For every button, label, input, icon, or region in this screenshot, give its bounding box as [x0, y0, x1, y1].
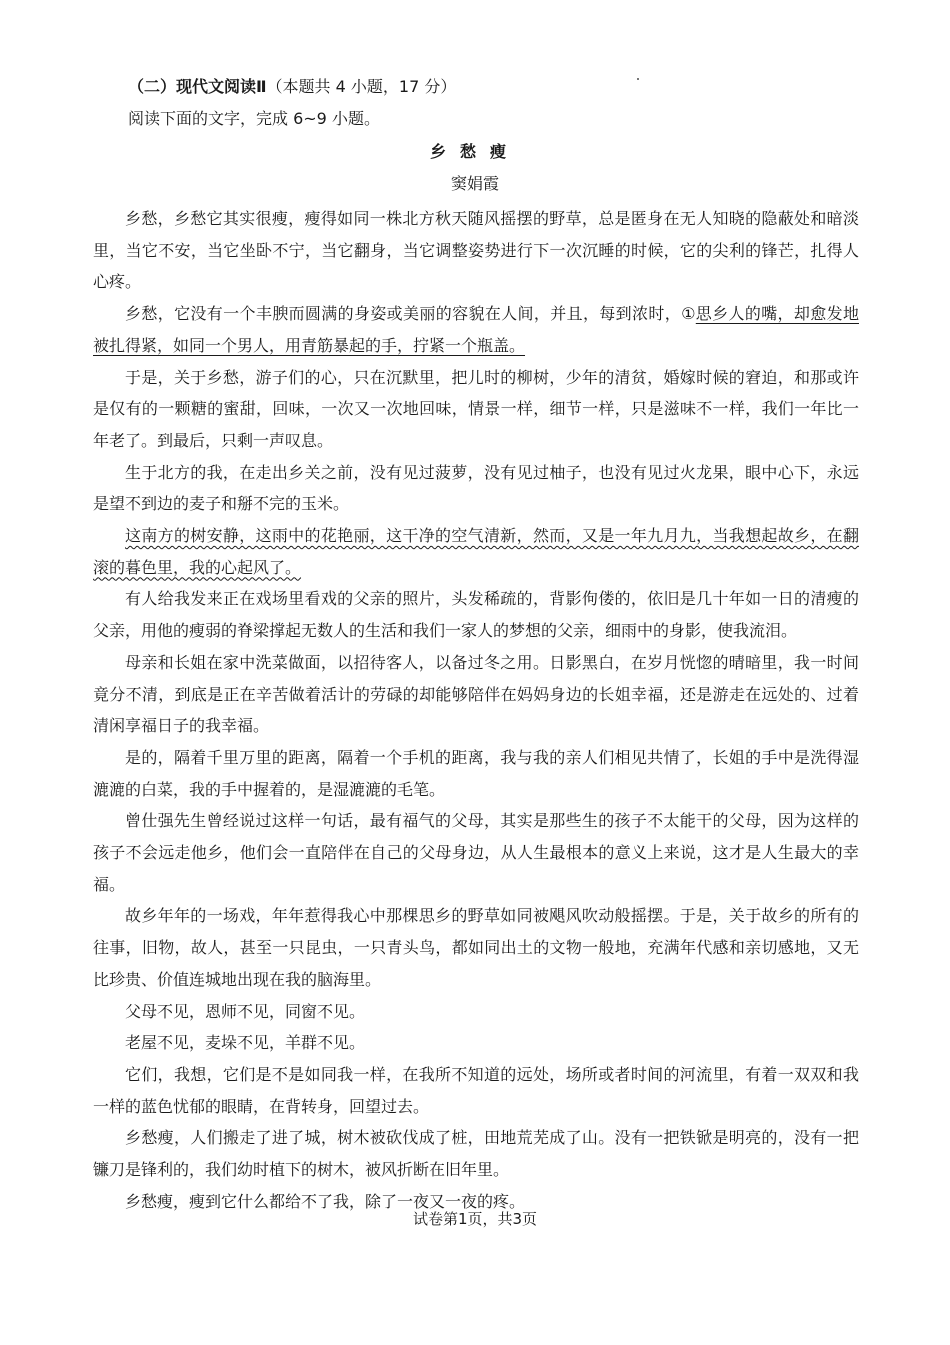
reading-instruction: 阅读下面的文字，完成 6~9 小题。	[128, 109, 380, 128]
paragraph-6: 有人给我发来正在戏场里看戏的父亲的照片，头发稀疏的，背影佝偻的，依旧是几十年如一日的清瘦的父亲，用他的瘦弱的脊梁撑起无数人的生活和我们一家人的梦想的父亲，细雨中的身影，使我流泪。	[93, 589, 859, 641]
paragraph-5	[93, 520, 859, 583]
paragraph-3: 于是，关于乡愁，游子们的心，只在沉默里，把儿时的柳树，少年的清贫，婚嫁时候的窘迫，和那或许是仅有的一颗糖的蜜甜，回味，一次又一次地回味，情景一样，细节一样，只是滋味不一样，我们一年比一年老了。到最后，只剩一声叹息。	[93, 367, 859, 450]
paragraph-14: 乡愁瘦，人们搬走了进了城，树木被砍伐成了桩，田地荒芜成了山。没有一把铁锨是明亮的，没有一把镰刀是锋利的，我们幼时植下的树木，被风折断在旧年里。	[93, 1128, 859, 1180]
article-title: 乡愁瘦	[429, 142, 520, 161]
paragraph-9: 曾仕强先生曾经说过这样一句话，最有福气的父母，其实是那些生的孩子不太能干的父母，因为这样的孩子不会远走他乡，他们会一直陪伴在自己的父母身边，从人生最根本的意义上来说，这才是人生最大的幸福。	[93, 811, 859, 894]
paragraph-2	[93, 298, 859, 361]
paragraph-10: 故乡年年的一场戏，年年惹得我心中那棵思乡的野草如同被飓风吹动般摇摆。于是，关于故乡的所有的往事，旧物，故人，甚至一只昆虫，一只青头鸟，都如同出土的文物一般地，充满年代感和亲切感地，又无比珍贵、价值连城地出现在我的脑海里。	[93, 906, 859, 989]
wavy-underlined-sentence: 这南方的树安静，这雨中的花艳丽，这干净的空气清新，然而，又是一年九月九，当我想起故乡，在翻滚的暮色里，我的心起风了。	[93, 526, 859, 577]
article-body	[93, 203, 859, 1218]
paragraph-11: 父母不见，恩师不见，同窗不见。	[125, 1001, 366, 1021]
paragraph-4: 生于北方的我，在走出乡关之前，没有见过菠萝，没有见过柚子，也没有见过火龙果，眼中心下，永远是望不到边的麦子和掰不完的玉米。	[93, 462, 859, 514]
paragraph-2-text: 乡愁，它没有一个丰腴而圆满的身姿或美丽的容貌在人间，并且，每到浓时，①	[125, 304, 696, 324]
underlined-sentence-1: 思乡人的嘴，却愈发地被扎得紧，如同一个男人，用青筋暴起的手，拧紧一个瓶盖。	[93, 304, 859, 355]
section-note: （本题共 4 小题，17 分）	[266, 77, 457, 96]
paragraph-15: 乡愁瘦，瘦到它什么都给不了我，除了一夜又一夜的疼。	[125, 1191, 526, 1211]
paragraph-13: 它们，我想，它们是不是如同我一样，在我所不知道的远处，场所或者时间的河流里，有着一双双和我一样的蓝色忧郁的眼睛，在背转身，回望过去。	[93, 1064, 859, 1116]
article-author: 窦娟霞	[450, 174, 499, 193]
paragraph-1: 乡愁，乡愁它其实很瘦，瘦得如同一株北方秋天随风摇摆的野草，总是匿身在无人知晓的隐蔽处和暗淡里，当它不安，当它坐卧不宁，当它翻身，当它调整姿势进行下一次沉睡的时候，它的尖利的锋芒，扎得人心疼。	[93, 209, 859, 292]
paragraph-7: 母亲和长姐在家中洗菜做面，以招待客人，以备过冬之用。日影黑白，在岁月恍惚的晴暗里，我一时间竟分不清，到底是正在辛苦做着活计的劳碌的却能够陪伴在妈妈身边的长姐幸福，还是游走在远处的、过着清闲享福日子的我幸福。	[93, 652, 859, 736]
scan-speck	[637, 78, 639, 80]
paragraph-12: 老屋不见，麦垛不见，羊群不见。	[125, 1033, 366, 1053]
section-heading	[128, 76, 456, 98]
section-label: （二）现代文阅读Ⅱ	[128, 77, 267, 96]
page-footer: 试卷第1页，共3页	[412, 1210, 538, 1228]
paragraph-8: 是的，隔着千里万里的距离，隔着一个手机的距离，我与我的亲人们相见共情了，长姐的手中是洗得湿漉漉的白菜，我的手中握着的，是湿漉漉的毛笔。	[93, 747, 859, 799]
